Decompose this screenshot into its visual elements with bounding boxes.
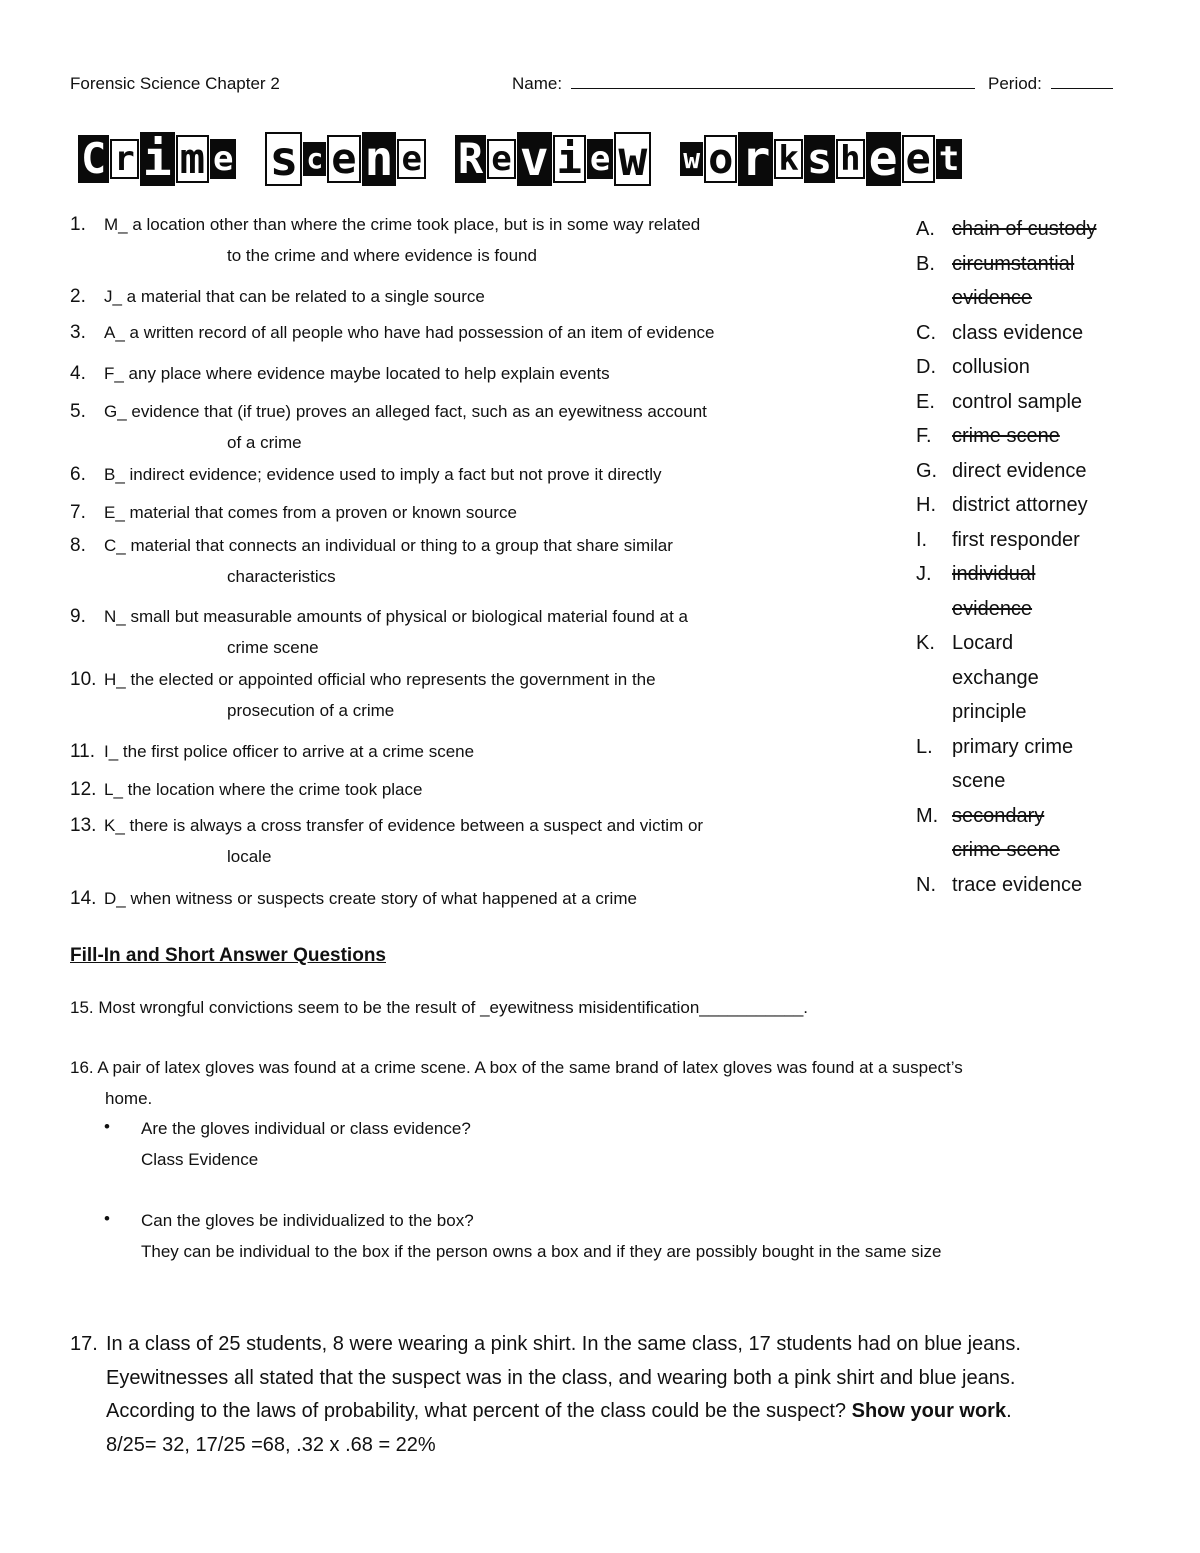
matching-number: 1. — [70, 214, 86, 235]
answer-bank-term: crime scene — [952, 839, 1060, 861]
matching-number: 8. — [70, 535, 86, 556]
answer-bank-letter: K. — [916, 632, 935, 654]
answer-bank-letter: M. — [916, 804, 939, 827]
matching-definition: N_ small but measurable amounts of physical or biological material found at a — [104, 607, 688, 626]
matching-number: 13. — [70, 815, 97, 836]
matching-number: 9. — [70, 606, 86, 627]
matching-definition: B_ indirect evidence; evidence used to imply a fact but not prove it directly — [104, 465, 662, 484]
title-letter: c — [303, 142, 326, 176]
answer-bank-term: district attorney — [952, 494, 1088, 516]
matching-number: 6. — [70, 464, 86, 485]
matching-item — [70, 779, 890, 801]
matching-definition: L_ the location where the crime took place — [104, 780, 423, 799]
answer-bank-item — [916, 523, 1136, 558]
matching-item — [70, 286, 890, 308]
matching-number: 3. — [70, 322, 86, 343]
answer-bank-term: Locard — [952, 632, 1014, 654]
answer-bank-term: control sample — [952, 390, 1083, 413]
section-title: Fill-In and Short Answer Questions — [70, 945, 386, 966]
answer-bank-term: class evidence — [952, 321, 1084, 344]
question-16-part-2-answer: They can be individual to the box if the person owns a box and if they are possibly bought in the same size — [141, 1242, 942, 1261]
title-letter: s — [804, 135, 835, 183]
matching-number: 10. — [70, 669, 97, 690]
answer-bank — [916, 212, 1136, 902]
matching-item — [70, 464, 890, 486]
answer-bank-item — [916, 454, 1136, 489]
matching-number: 2. — [70, 286, 86, 307]
answer-bank-term: scene — [952, 770, 1006, 792]
answer-bank-term: collusion — [952, 356, 1030, 378]
answer-bank-letter: G. — [916, 459, 938, 482]
period-field[interactable] — [988, 74, 1113, 94]
title-letter: e — [902, 135, 935, 183]
answer-bank-term: trace evidence — [952, 873, 1083, 896]
name-field[interactable] — [512, 74, 975, 94]
question-17-line-3-end: . — [1006, 1400, 1012, 1422]
matching-definition-cont: to the crime and where evidence is found — [227, 246, 537, 265]
answer-bank-letter: J. — [916, 563, 932, 585]
title-letter: w — [680, 142, 703, 176]
title-word — [680, 132, 963, 186]
question-16-part-1 — [141, 1113, 1121, 1175]
title-letter: m — [176, 135, 209, 183]
answer-bank-letter: L. — [916, 735, 933, 758]
matching-item — [70, 669, 890, 721]
answer-bank-letter: A. — [916, 218, 935, 240]
answer-bank-term: principle — [952, 701, 1027, 723]
answer-bank-term: primary crime — [952, 735, 1074, 758]
title-letter: e — [487, 139, 515, 179]
question-17 — [70, 1328, 1130, 1462]
title-letter: e — [587, 139, 613, 179]
question-16-prompt: 16. A pair of latex gloves was found at a crime scene. A box of the same brand of latex gloves was found at a suspect’s — [70, 1058, 963, 1077]
matching-definition: A_ a written record of all people who have had possession of an item of evidence — [104, 323, 715, 342]
question-17-answer: 8/25= 32, 17/25 =68, .32 x .68 = 22% — [106, 1433, 436, 1456]
title-letter: i — [140, 132, 175, 186]
question-17-line-3 — [70, 1395, 1130, 1429]
matching-definition: D_ when witness or suspects create story of what happened at a crime — [104, 889, 637, 908]
question-16-part-1-answer: Class Evidence — [141, 1150, 259, 1169]
title-letter: e — [210, 139, 236, 179]
answer-bank-letter: E. — [916, 390, 935, 413]
matching-definition-cont: crime scene — [227, 638, 319, 657]
question-17-line-3-text: According to the laws of probability, what percent of the class could be the suspect? — [106, 1400, 847, 1422]
matching-number: 4. — [70, 363, 86, 384]
question-17-show-work: Show your work — [851, 1400, 1007, 1422]
title-letter: C — [78, 135, 109, 183]
answer-bank-term: circumstantial — [952, 252, 1075, 275]
name-label: Name: — [512, 74, 563, 93]
question-16 — [70, 1052, 1130, 1114]
answer-bank-letter: D. — [916, 356, 936, 378]
title-letter: h — [836, 139, 864, 179]
title-letter: e — [397, 139, 425, 179]
answer-bank-item — [916, 626, 1136, 730]
matching-definition-cont: prosecution of a crime — [227, 701, 395, 720]
page-title — [78, 132, 1128, 186]
title-letter: R — [455, 135, 486, 183]
answer-bank-item — [916, 212, 1136, 247]
title-letter: t — [936, 139, 962, 179]
answer-bank-item — [916, 316, 1136, 351]
matching-number: 14. — [70, 888, 97, 909]
matching-item — [70, 322, 890, 344]
matching-definition: C_ material that connects an individual or thing to a group that share similar — [104, 536, 673, 555]
title-letter: v — [517, 132, 552, 186]
title-letter: o — [704, 135, 737, 183]
title-letter: w — [614, 132, 651, 186]
answer-bank-item — [916, 557, 1136, 626]
matching-item — [70, 363, 890, 385]
matching-definition: M_ a location other than where the crime took place, but is in some way related — [104, 215, 701, 234]
answer-bank-letter: I. — [916, 528, 928, 551]
matching-definition: G_ evidence that (if true) proves an alleged fact, such as an eyewitness account — [104, 402, 707, 421]
matching-number: 7. — [70, 502, 86, 523]
answer-bank-item — [916, 247, 1136, 316]
matching-item — [70, 815, 890, 867]
title-letter: e — [327, 135, 360, 183]
question-15: 15. Most wrongful convictions seem to be the result of _eyewitness misidentification___________. — [70, 998, 809, 1017]
answer-bank-letter: B. — [916, 252, 935, 275]
answer-bank-item — [916, 799, 1136, 868]
matching-item — [70, 214, 890, 266]
matching-definition: K_ there is always a cross transfer of evidence between a suspect and victim or — [104, 816, 704, 835]
matching-item — [70, 888, 890, 910]
period-label: Period: — [988, 74, 1042, 93]
matching-item — [70, 535, 890, 587]
question-17-line-2: Eyewitnesses all stated that the suspect was in the class, and wearing both a pink shirt and blue jeans. — [106, 1366, 1016, 1389]
title-letter: r — [110, 139, 138, 179]
period-blank[interactable] — [1051, 74, 1113, 89]
answer-bank-letter: N. — [916, 873, 936, 896]
title-letter: n — [362, 132, 397, 186]
answer-bank-item — [916, 350, 1136, 385]
matching-item — [70, 401, 890, 453]
title-word — [455, 132, 652, 186]
title-word — [78, 132, 237, 186]
bullet-icon: • — [104, 1209, 110, 1228]
matching-definition-cont: of a crime — [227, 433, 302, 452]
answer-bank-letter: F. — [916, 425, 932, 447]
question-17-line-1: In a class of 25 students, 8 were wearing a pink shirt. In the same class, 17 students had on blue jeans. — [106, 1333, 1021, 1355]
matching-definition: H_ the elected or appointed official who represents the government in the — [104, 670, 656, 689]
answer-bank-item — [916, 419, 1136, 454]
matching-definition-cont: locale — [227, 847, 272, 866]
matching-definition-cont: characteristics — [227, 567, 336, 586]
answer-bank-letter: C. — [916, 321, 936, 344]
question-16-part-2 — [141, 1205, 1121, 1267]
answer-bank-term: individual — [952, 563, 1036, 585]
course-label: Forensic Science Chapter 2 — [70, 74, 280, 93]
title-letter: i — [553, 135, 586, 183]
matching-item — [70, 502, 890, 524]
title-letter: k — [774, 139, 802, 179]
bullet-icon: • — [104, 1117, 110, 1136]
answer-bank-term: evidence — [952, 597, 1033, 620]
matching-item — [70, 606, 890, 658]
matching-definition: I_ the first police officer to arrive at a crime scene — [104, 742, 475, 761]
answer-bank-item — [916, 385, 1136, 420]
matching-number: 11. — [70, 741, 96, 762]
matching-definition: J_ a material that can be related to a single source — [104, 287, 485, 306]
question-17-number: 17. — [70, 1333, 98, 1355]
answer-bank-term: exchange — [952, 666, 1039, 689]
answer-bank-term: chain of custody — [952, 218, 1097, 240]
matching-number: 12. — [70, 779, 97, 800]
answer-bank-term: evidence — [952, 287, 1033, 309]
answer-bank-letter: H. — [916, 494, 936, 516]
title-letter: r — [738, 132, 773, 186]
matching-item — [70, 741, 890, 763]
matching-number: 5. — [70, 401, 86, 422]
matching-definition: F_ any place where evidence maybe located to help explain events — [104, 364, 610, 383]
answer-bank-term: secondary — [952, 804, 1045, 827]
answer-bank-term: direct evidence — [952, 459, 1087, 482]
answer-bank-item — [916, 730, 1136, 799]
title-word — [265, 132, 426, 186]
title-letter: e — [866, 132, 901, 186]
matching-definition: E_ material that comes from a proven or known source — [104, 503, 517, 522]
question-16-part-2-question: Can the gloves be individualized to the box? — [141, 1211, 474, 1230]
answer-bank-term: crime scene — [952, 425, 1060, 447]
question-16-part-1-question: Are the gloves individual or class evidence? — [141, 1119, 471, 1138]
title-letter: s — [265, 132, 302, 186]
answer-bank-item — [916, 488, 1136, 523]
answer-bank-item — [916, 868, 1136, 903]
name-blank[interactable] — [571, 74, 975, 89]
answer-bank-term: first responder — [952, 528, 1080, 551]
question-16-prompt-cont: home. — [105, 1089, 153, 1108]
